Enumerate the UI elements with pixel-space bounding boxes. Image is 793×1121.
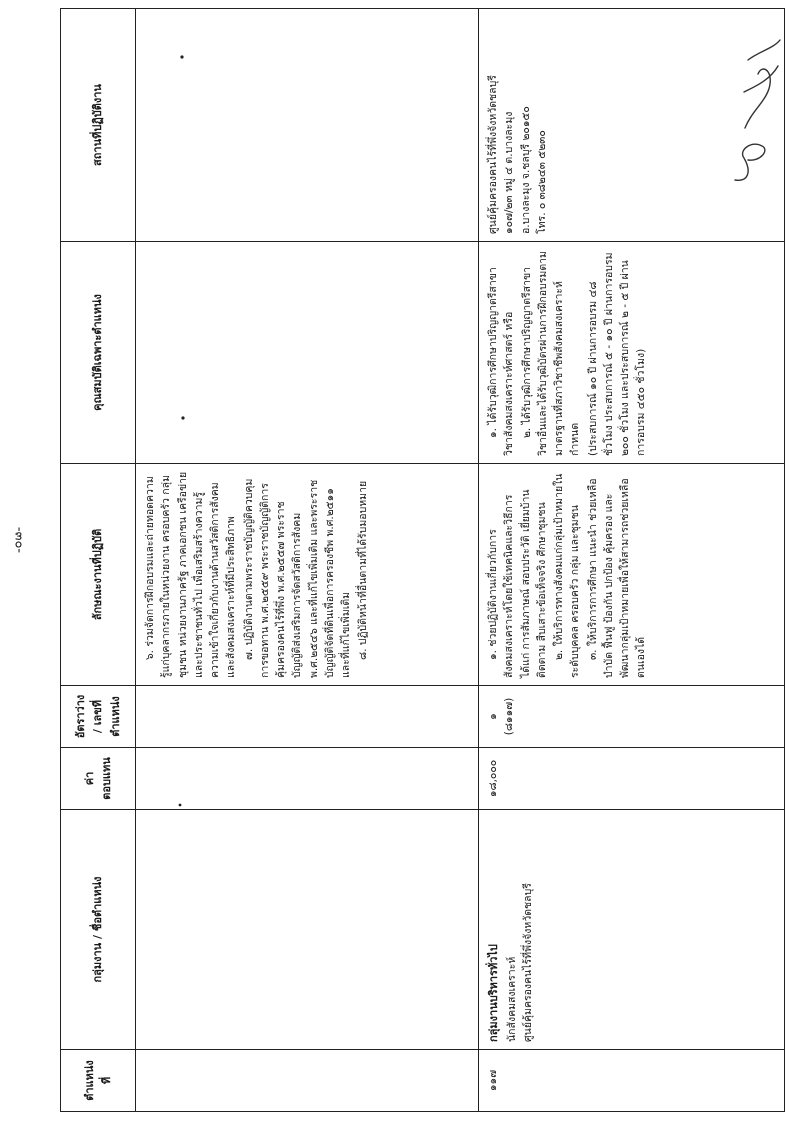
duty-item: ๖. ร่วมจัดการฝึกอบรมและถ่ายทอดความรู้แก่บุคลากรภายในหน่วยงาน ครอบครัว กลุ่ม ชุมชน หน่วยงานภาครัฐ ภาคเอกชน เครือข่าย และประชาชนทั่วไป เพื่อเสริมสร้างความรู้ ความเข้าใจเกี่ยวกับงานด้านสวัสดิการสังคมและสังคมสงเคราะห์ที่มีประสิทธิภาพ [144,471,238,678]
cell-empty [136,748,479,810]
qualification-item: ๑. ได้รับวุฒิการศึกษาปริญญาตรีสาขาวิชาสังคมสงเคราะห์ศาสตร์ หรือ [487,267,516,456]
table-row-continued [136,9,479,1112]
position-table [60,8,785,1112]
duty-item: ๓. ให้บริการการศึกษา แนะนำ ช่วยเหลือ บำบัด ฟื้นฟู ป้องกัน ปกป้อง คุ้มครอง และพัฒนากลุ่มเป้าหมายเพื่อให้สามารถช่วยเหลือตนเองได้ [586,478,648,678]
location-line: อ.บางละมุง จ.ชลบุรี ๒๐๑๕๐ [519,106,532,234]
location-line: ๑๐๗/๒๓ หมู่ ๔ ต.บางละมุง [503,111,516,234]
cell-empty [136,1050,479,1112]
cell-empty [136,9,479,242]
page-number-box [4,520,36,560]
header-group-name: กลุ่มงาน / ชื่อตำแหน่ง [61,810,136,1050]
group-heading: กลุ่มงานบริหารทั่วไป [487,944,500,1042]
duty-item: ๑. ช่วยปฏิบัติงานเกี่ยวกับการสังคมสงเคราะห์โดยใช้เทคนิคและวิธีการ ได้แก่ การสัมภาษณ์ สอบประวัติ เยี่ยมบ้าน ติดตาม สืบเสาะข้อเท็จจริง ศึกษาชุมชน [487,489,548,678]
qualification-item: ๒. ได้รับวุฒิการศึกษาปริญญาตรีสาขาวิชาอื่นและได้รับวุฒิบัตรผ่านการฝึกอบรมตามมาตรฐานที่สภาวิชาชีพสังคมสงเคราะห์กำหนด [520,251,582,456]
cell-group-name [479,810,785,1050]
cell-empty [136,686,479,748]
header-pay: ค่าตอบแทน [61,748,136,810]
header-rate: อัตราว่าง / เลขที่ตำแหน่ง [61,686,136,748]
header-location: สถานที่ปฏิบัติงาน [61,9,136,242]
rate-count: ๑ [487,713,499,720]
cell-prev-duties [136,464,479,686]
cell-position-no: ๑๑๗ [479,1050,785,1112]
cell-rate [479,686,785,748]
rate-number: (๘๑๑๗) [503,697,516,736]
cell-duties [479,464,785,686]
header-qualifications: คุณสมบัติเฉพาะตำแหน่ง [61,242,136,464]
header-row [61,9,136,1112]
cell-location [479,9,785,242]
location-line: ศูนย์คุ้มครองคนไร้ที่พึ่งจังหวัดชลบุรี [487,75,499,234]
duty-item: ๗. ปฏิบัติงานตามพระราชบัญญัติควบคุมการขอทาน พ.ศ.๒๕๕๙ พระราชบัญญัติการคุ้มครองคนไร้ที่พึ่ง พ.ศ.๒๕๕๗ พระราชบัญญัติส่งเสริมการจัดสวัสดิการสังคม พ.ศ.๒๕๔๖ และที่แก้ไขเพิ่มเติม และพระราชบัญญัติจัดที่ดินเพื่อการครองชีพ พ.ศ.๒๕๑๑ และที่แก้ไขเพิ่มเติม [242,478,353,678]
position-unit: ศูนย์คุ้มครองคนไร้ที่พึ่งจังหวัดชลบุรี [522,883,535,1042]
qualification-item: (ประสบการณ์ ๑๐ ปี ผ่านการอบรม ๔๘ ชั่วโมง ประสบการณ์ ๕ - ๑๐ ปี ผ่านการอบรม ๒๐๐ ชั่วโมง และประสบการณ์ ๒ - ๕ ปี ผ่านการอบรม ๔๕๐ ชั่วโมง) [586,252,648,456]
table-row-entry [479,9,785,1112]
header-position-no: ตำแหน่งที่ [61,1050,136,1112]
page-number: -๓๐- [11,526,27,554]
cell-pay: ๑๘,๐๐๐ [479,748,785,810]
duty-item: ๒. ให้บริการทางสังคมแก่กลุ่มเป้าหมายในระดับบุคคล ครอบครัว กลุ่ม และชุมชน [553,473,582,678]
position-title: นักสังคมสงเคราะห์ [506,956,519,1042]
duty-item: ๘. ปฏิบัติหน้าที่อื่นตามที่ได้รับมอบหมาย [357,480,370,660]
rotated-table-container [60,9,785,1112]
cell-empty [136,810,479,1050]
header-duties: ลักษณะงานที่ปฏิบัติ [61,464,136,686]
cell-empty [136,242,479,464]
location-line: โทร. ๐ ๓๘๒๔๓ ๕๒๓๐ [535,130,548,234]
cell-qualifications [479,242,785,464]
